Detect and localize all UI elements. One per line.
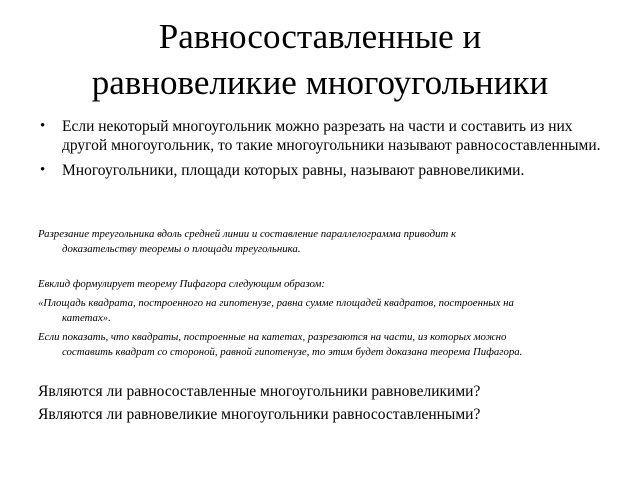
slide-title-line-1: Равносоставленные и: [158, 17, 482, 56]
slide-title-line-2: равновеликие многоугольники: [91, 63, 549, 102]
note-triangle-cut-line-1: Разрезание треугольника вдоль средней линии и составление параллелограмма приводит к: [38, 228, 457, 240]
note-euclid-text: Евклид формулирует теорему Пифагора следующим образом:: [38, 278, 325, 290]
note-quote-line-1: «Площадь квадрата, построенного на гипотенузе, равна сумме площадей квадратов, построенных на: [38, 297, 514, 309]
note-triangle-cut: [38, 227, 608, 257]
note-euclid: [38, 277, 608, 292]
bullet-text-1: Если некоторый многоугольник можно разрезать на части и составить из них другой многоугольник, то такие многоугольники называют равносоставленными.: [62, 118, 601, 154]
note-proof-line-1: Если показать, что квадраты, построенные на катетах, разрезаются на части, из которых можно: [38, 331, 507, 343]
note-proof-line-2: составить квадрат со стороной, равной гипотенузе, то этим будет доказана теорема Пифагора.: [62, 346, 523, 358]
note-proof-idea: [38, 330, 578, 360]
slide-title: [40, 14, 600, 106]
note-triangle-cut-line-2: доказательству теоремы о площади треугольника.: [62, 243, 301, 255]
note-pythagoras-quote: [38, 296, 608, 326]
bullet-list: [38, 117, 610, 186]
question-1: Являются ли равносоставленные многоугольники равновеликими?: [38, 383, 481, 400]
question-2: Являются ли равновеликие многоугольники равносоставленными?: [38, 406, 481, 423]
bullet-item-2: [38, 161, 610, 180]
bullet-text-2: Многоугольники, площади которых равны, называют равновеликими.: [62, 162, 525, 179]
note-quote-line-2: катетах».: [62, 312, 111, 324]
bullet-icon: •: [40, 162, 46, 178]
bullet-icon: •: [40, 118, 46, 134]
bullet-item-1: [38, 117, 610, 155]
